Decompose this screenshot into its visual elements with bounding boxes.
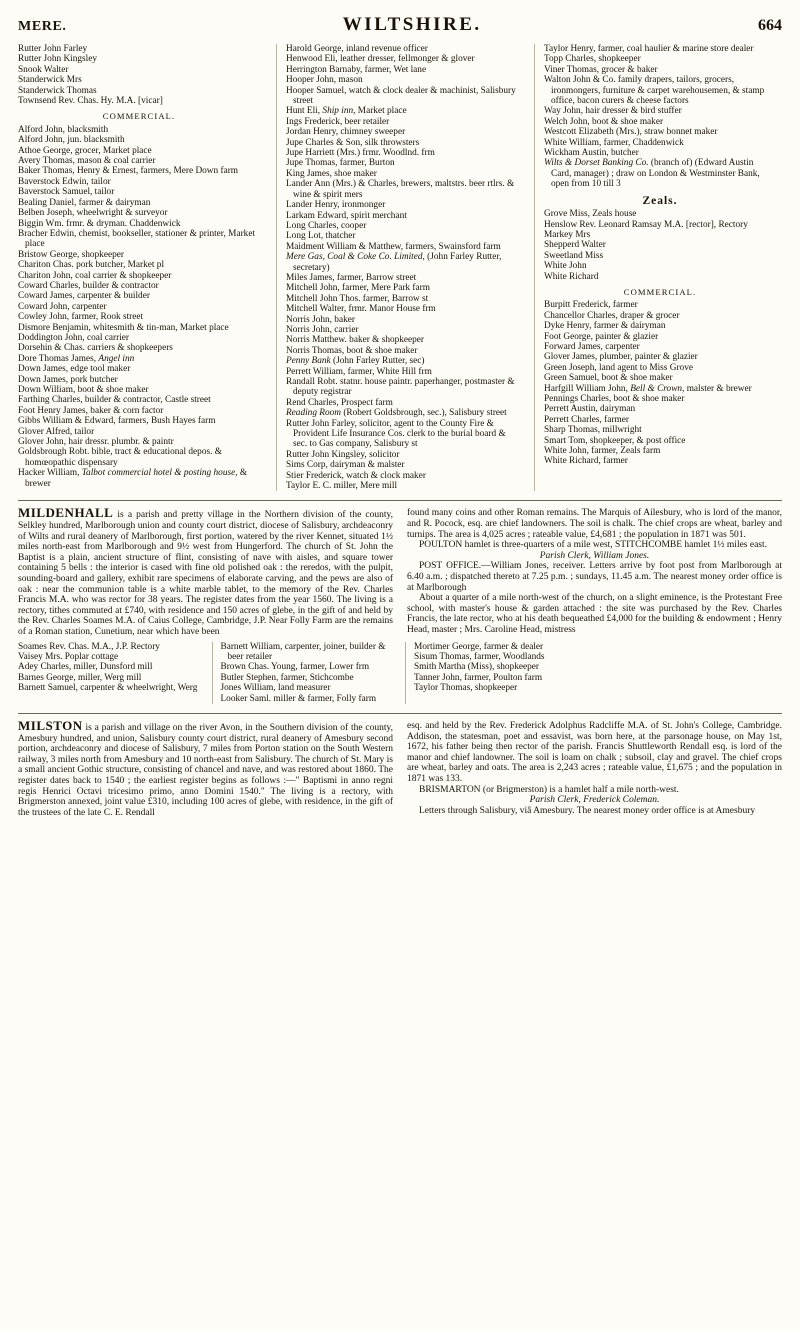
parish-milston: [18, 718, 782, 818]
list-item: Smart Tom, shopkeeper, & post office: [544, 435, 686, 446]
list-item: Bracher Edwin, chemist, bookseller, stationer & printer, Market place: [18, 228, 256, 250]
list-item: Foot Henry James, baker & corn factor: [18, 405, 164, 416]
list-item: Jones William, land measurer: [220, 683, 331, 694]
list-item: Welch John, boot & shoe maker: [544, 116, 664, 127]
list-item: Looker Saml. miller & farmer, Folly farm: [220, 693, 377, 704]
list-item: Green Joseph, land agent to Miss Grove: [544, 362, 693, 373]
list-item: Pennings Charles, boot & shoe maker: [544, 394, 685, 404]
parish-clerk-mildenhall: Parish Clerk, William Jones.: [539, 550, 650, 561]
list-item: Mortimer George, farmer & dealer: [414, 641, 544, 652]
section-heading-commercial: COMMERCIAL.: [102, 111, 176, 122]
directory-column-1: [18, 44, 266, 491]
list-item: Hacker William, Talbot commercial hotel & posting house, & brewer: [18, 468, 248, 489]
list-item: Bealing Daniel, farmer & dairyman: [18, 197, 151, 208]
list-item: Coward Charles, builder & contractor: [18, 280, 159, 291]
list-item: Sims Corp, dairyman & malster: [286, 460, 405, 471]
private-residents-list-1: [18, 44, 260, 106]
list-item: Soames Rev. Chas. M.A., J.P. Rectory: [18, 641, 160, 652]
list-item: Norris Thomas, boot & shoe maker: [286, 345, 418, 356]
post-office-mildenhall: POST OFFICE.—William Jones, receiver. Letters arrive by foot post from Marlborough at 6.40 a.m. ; dispatched thereto at 7.25 p.m. ; sundays, 11.45 a.m. The nearest money order office is at Marlborough: [407, 561, 782, 593]
list-item: Mitchell John Thos. farmer, Barrow st: [286, 293, 429, 304]
mildenhall-names-d: [599, 642, 783, 704]
list-item: Rutter John Kingsley, solicitor: [286, 449, 400, 460]
place-heading-zeals: Zeals.: [642, 194, 678, 207]
parish-description-milston-cont: esq. and held by the Rev. Frederick Adolphus Radcliffe M.A. of St. John's College, Cambridge. Addison, the statesman, poet and essavist, was born here, at the parsonage house, on May 1st, 1672, his father being then rector of the parish. Francis Shuttleworth Rendall esq. is lord of the manor and chief landowner. The soil is loam on chalk ; subsoil, clay and gravel. The chief crops are wheat, barley and oats. The area is 2,243 acres ; rateable value, £1,675 ; and the population in 1871 was 133.: [407, 721, 782, 784]
parish-name-milston: MILSTON: [18, 718, 83, 734]
list-item: Rutter John Farley, solicitor, agent to the County Fire & Provident Life Insurance Cos. clerk to the burial board & sec. to Gas company, Salisbury st: [286, 418, 506, 450]
hamlet-note-poulton: POULTON hamlet is three-quarters of a mile west, STITCHCOMBE hamlet 1½ miles east.: [419, 540, 768, 551]
list-item: Mitchell John, farmer, Mere Park farm: [286, 283, 430, 294]
list-item: White Richard, farmer: [544, 456, 628, 467]
list-item: Smith Martha (Miss), shopkeeper: [414, 662, 539, 673]
list-item: Herrington Barnaby, farmer, Wet lane: [286, 64, 427, 75]
list-item: Rutter John Farley: [18, 44, 88, 54]
page-number: 664: [757, 17, 782, 34]
list-item: Townsend Rev. Chas. Hy. M.A. [vicar]: [18, 96, 163, 107]
list-item: Dorsehin & Chas. carriers & shopkeepers: [18, 343, 173, 354]
parish-description-mildenhall: is a parish and pretty village in the Northern division of the county, Selkley hundred, Marlborough union and county court district, diocese of Salisbury, archdeaconry of Wilts and rural deanery of Marlborough, first portion, watered by the river Kennet, situated 1½ miles north-east from Marlborough and 9½ west from Hungerford. The church of St. John the Baptist is a plain, ancient structure of flint, consisting of nave with aisles, and square tower containing 5 bells : the interior is cased with fine old polished oak : the reredos, with the pulpit, sounding-board and gallery, exhibit rare specimens of elaborate carving, and the pews are also of oak : near the communion table is a white marble tablet, to the memory of the Rev. Charles Francis M.A. who was rector for 38 years. The register dates from the year 1560. The living is a rectory, tithes commuted at £740, with residence and 150 acres of glebe, in the gift of and held by the Rev. Charles Soames M.A. of Caius College, Cambridge, J.P. Near Folly Farm are the remains of a Roman station, Cunetium, near which have been: [18, 510, 393, 637]
parish-name-mildenhall: MILDENHALL: [18, 505, 114, 521]
list-item: Jupe Harriett (Mrs.) frmr. Woodlnd. frm: [286, 148, 435, 159]
list-item: Lander Henry, ironmonger: [286, 200, 386, 211]
list-item: Down James, pork butcher: [18, 374, 118, 385]
mildenhall-names-b: [212, 642, 396, 704]
list-item: Barnett William, carpenter, joiner, builder & beer retailer: [220, 641, 386, 662]
list-item: Butler Stephen, farmer, Stichcombe: [220, 672, 354, 683]
list-item: White Richard: [544, 271, 599, 282]
list-item: Henwood Eli, leather dresser, fellmonger & glover: [286, 54, 475, 65]
list-item: Henslow Rev. Leonard Ramsay M.A. [rector], Rectory: [544, 219, 748, 230]
commercial-list-1: [18, 125, 260, 489]
list-item: Standerwick Mrs: [18, 75, 82, 86]
list-item: Green Samuel, boot & shoe maker: [544, 373, 673, 384]
list-item: Alford John, jun. blacksmith: [18, 135, 125, 146]
list-item: Grove Miss, Zeals house: [544, 209, 637, 220]
section-divider-2: [18, 713, 782, 714]
list-item: Baverstock Edwin, tailor: [18, 176, 111, 187]
list-item: Perrett Charles, farmer: [544, 414, 629, 425]
mildenhall-names-c: [405, 642, 589, 704]
list-item: Adey Charles, miller, Dunsford mill: [18, 662, 153, 673]
list-item: Hunt Eli, Ship inn, Market place: [286, 106, 407, 117]
list-item: Vaisey Mrs. Poplar cottage: [18, 652, 119, 662]
list-item: Cowley John, farmer, Rook street: [18, 312, 144, 323]
list-item: Randall Robt. statnr. house paintr. paperhanger, postmaster & deputy registrar: [286, 377, 515, 398]
list-item: Sweetland Miss: [544, 250, 604, 261]
list-item: Snook Walter: [18, 64, 69, 75]
list-item: Foot George, painter & glazier: [544, 331, 659, 342]
list-item: Maidment William & Matthew, farmers, Swainsford farm: [286, 241, 501, 252]
list-item: Goldsbrough Robt. bible, tract & educational depos. & homœopathic dispensary: [18, 447, 222, 468]
list-item: Harold George, inland revenue officer: [286, 44, 428, 54]
mildenhall-names-a: [18, 642, 202, 704]
parish-mildenhall: [18, 505, 782, 704]
hamlet-note-brismarton: BRISMARTON (or Brigmerston) is a hamlet half a mile north-west.: [419, 784, 679, 795]
list-item: Avery Thomas, mason & coal carrier: [18, 156, 156, 167]
list-item: Tanner John, farmer, Poulton farm: [414, 672, 543, 683]
list-item: Shepperd Walter: [544, 240, 606, 251]
list-item: Doddington John, coal carrier: [18, 332, 130, 343]
list-item: Taylor Thomas, shopkeeper: [414, 683, 518, 694]
list-item: Larkam Edward, spirit merchant: [286, 210, 407, 221]
list-item: Down William, boot & shoe maker: [18, 385, 149, 395]
running-head: [18, 14, 782, 36]
section-divider: [18, 500, 782, 501]
list-item: Burpitt Frederick, farmer: [544, 300, 638, 311]
list-item: Down James, edge tool maker: [18, 364, 131, 375]
list-item: Athoe George, grocer, Market place: [18, 145, 152, 156]
list-item: White William, farmer, Chaddenwick: [544, 137, 684, 148]
list-item: White John, farmer, Zeals farm: [544, 446, 661, 457]
list-item: Mere Gas, Coal & Coke Co. Limited, (John Farley Rutter, secretary): [286, 252, 502, 273]
list-item: Glover John, hair dressr. plumbr. & paintr: [18, 437, 174, 448]
list-item: Bristow George, shopkeeper: [18, 249, 124, 260]
list-item: Taylor E. C. miller, Mere mill: [286, 481, 398, 492]
list-item: Penny Bank (John Farley Rutter, sec): [286, 356, 425, 367]
list-item: Wilts & Dorset Banking Co. (branch of) (Edward Austin Card, manager) ; draw on London & Westminster Bank, open from 10 till 3: [544, 158, 760, 190]
list-item: Chariton Chas. pork butcher, Market pl: [18, 260, 165, 271]
list-item: Jupe Thomas, farmer, Burton: [286, 158, 395, 169]
list-item: Baker Thomas, Henry & Ernest, farmers, Mere Down farm: [18, 166, 239, 177]
parish-description-milston: is a parish and village on the river Avon, in the Southern division of the county, Amesbury hundred, and union, Salisbury county court district, rural deanery of Amesbury second portion, archdeaconry and diocese of Salisbury, 7 miles from Porton station on the South Western railway, 3 miles north from Amesbury and 10 north-east from Salisbury. The church of St. Mary is a small ancient Gothic structure, consisting of chancel and nave, and was restored about 1860. The register dates back to 1540 ; the earliest register begins as follows :—" Baptismi in anno regni regis Henrici Octavi tricesimo primo, anno Domini 1540." The living is a rectory, with Brigmerston annexed, joint value £310, including 100 acres of glebe, with residence, in the gift of the trustees of the late C. E. Rendall: [18, 723, 393, 818]
list-item: Westcott Elizabeth (Mrs.), straw bonnet maker: [544, 127, 718, 138]
parish-description-mildenhall-cont: found many coins and other Roman remains. The Marquis of Ailesbury, who is lord of the manor, and R. Pocock, esq. are chief landowners. The soil is chalk. The chief crops are wheat, barley and turnips. The area is 4,025 acres ; rateable value, £4,681 ; the population in 1871 was 501.: [407, 508, 782, 540]
list-item: Stier Frederick, watch & clock maker: [286, 470, 426, 481]
list-item: Alford John, blacksmith: [18, 124, 109, 135]
list-item: Long Charles, cooper: [286, 220, 367, 231]
list-item: Harfgill William John, Bell & Crown, malster & brewer: [544, 383, 752, 394]
list-item: Topp Charles, shopkeeper: [544, 54, 641, 65]
running-head-left: MERE.: [18, 19, 67, 34]
list-item: Chariton John, coal carrier & shopkeeper: [18, 270, 172, 281]
list-item: Sharp Thomas, millwright: [544, 425, 642, 436]
section-heading-commercial-zeals: COMMERCIAL.: [623, 286, 697, 297]
list-item: Markey Mrs: [544, 229, 591, 240]
list-item: Coward John, carpenter: [18, 301, 107, 312]
list-item: Norris John, carrier: [286, 324, 359, 335]
list-item: Mitchell Walter, frmr. Manor House frm: [286, 304, 436, 315]
list-item: Jordan Henry, chimney sweeper: [286, 127, 406, 138]
list-item: Miles James, farmer, Barrow street: [286, 272, 417, 283]
letters-note-milston: Letters through Salisbury, viâ Amesbury. The nearest money order office is at Amesbury: [419, 805, 756, 816]
list-item: Barnett Samuel, carpenter & wheelwright, Werg: [18, 683, 198, 694]
list-item: White John: [544, 261, 587, 272]
list-item: Wickham Austin, butcher: [544, 148, 639, 159]
list-item: Hooper Samuel, watch & clock dealer & machinist, Salisbury street: [286, 85, 516, 107]
list-item: Forward James, carpenter: [544, 341, 640, 352]
list-item: Dyke Henry, farmer & dairyman: [544, 321, 666, 332]
page-title: WILTSHIRE.: [342, 14, 482, 35]
list-item: Dore Thomas James, Angel inn: [18, 353, 135, 364]
list-item: Glover Alfred, tailor: [18, 426, 95, 437]
list-item: Glover James, plumber, painter & glazier: [544, 352, 698, 363]
list-item: Viner Thomas, grocer & baker: [544, 64, 658, 75]
list-item: Rend Charles, Prospect farm: [286, 397, 393, 408]
list-item: Farthing Charles, builder & contractor, Castle street: [18, 395, 211, 406]
list-item: Coward James, carpenter & builder: [18, 291, 150, 302]
list-item: Walton John & Co. family drapers, tailors, grocers, ironmongers, furniture & carpet warehousemen, & stamp office, bacon curers & cheese factors: [544, 75, 765, 107]
list-item: Biggin Wm. frmr. & dryman. Chaddenwick: [18, 218, 181, 229]
list-item: Norris Matthew. baker & shopkeeper: [286, 335, 425, 346]
list-item: Taylor Henry, farmer, coal haulier & marine store dealer: [544, 44, 754, 54]
list-item: Sisum Thomas, farmer, Woodlands: [414, 652, 545, 662]
list-item: Dismore Benjamin, whitesmith & tin-man, Market place: [18, 322, 229, 333]
mildenhall-name-columns: [18, 642, 782, 704]
list-item: Chancellor Charles, draper & grocer: [544, 310, 680, 321]
school-note-mildenhall: About a quarter of a mile north-west of the church, on a slight eminence, is the Protestant Free school, with master's house & garden attached : the site was purchased by the Rev. Charles Francis, the late rector, who at his death bequeathed £4,000 for the building & endowment ; Henry Head, master ; Mrs. Caroline Head, mistress: [407, 593, 782, 635]
directory-column-3: [534, 44, 782, 491]
list-item: Perrett William, farmer, White Hill frm: [286, 366, 432, 377]
list-item: Barnes George, miller, Werg mill: [18, 672, 142, 683]
list-item: Standerwick Thomas: [18, 85, 97, 96]
list-item: Norris John, baker: [286, 314, 355, 325]
list-item: Belben Joseph, wheelwright & surveyor: [18, 208, 168, 219]
list-item: Brown Chas. Young, farmer, Lower frm: [220, 662, 370, 673]
list-item: Ings Frederick, beer retailer: [286, 116, 390, 127]
parish-clerk-milston: Parish Clerk, Frederick Coleman.: [529, 795, 660, 806]
list-item: Perrett Austin, dairyman: [544, 404, 636, 415]
directory-column-2: [276, 44, 524, 491]
directory-columns: [18, 44, 782, 491]
list-item: Reading Room (Robert Goldsbrough, sec.), Salisbury street: [286, 408, 507, 419]
list-item: Lander Ann (Mrs.) & Charles, brewers, maltstrs. beer rtlrs. & wine & spirit mers: [286, 179, 515, 200]
list-item: Gibbs William & Edward, farmers, Bush Hayes farm: [18, 416, 216, 427]
list-item: Long Lot, thatcher: [286, 231, 356, 242]
list-item: King James, shoe maker: [286, 168, 377, 179]
list-item: Jupe Charles & Son, silk throwsters: [286, 137, 420, 148]
list-item: Rutter John Kingsley: [18, 54, 98, 65]
list-item: Hooper John, mason: [286, 75, 363, 86]
list-item: Baverstock Samuel, tailor: [18, 187, 115, 198]
list-item: Way John, hair dresser & bird stuffer: [544, 106, 682, 117]
